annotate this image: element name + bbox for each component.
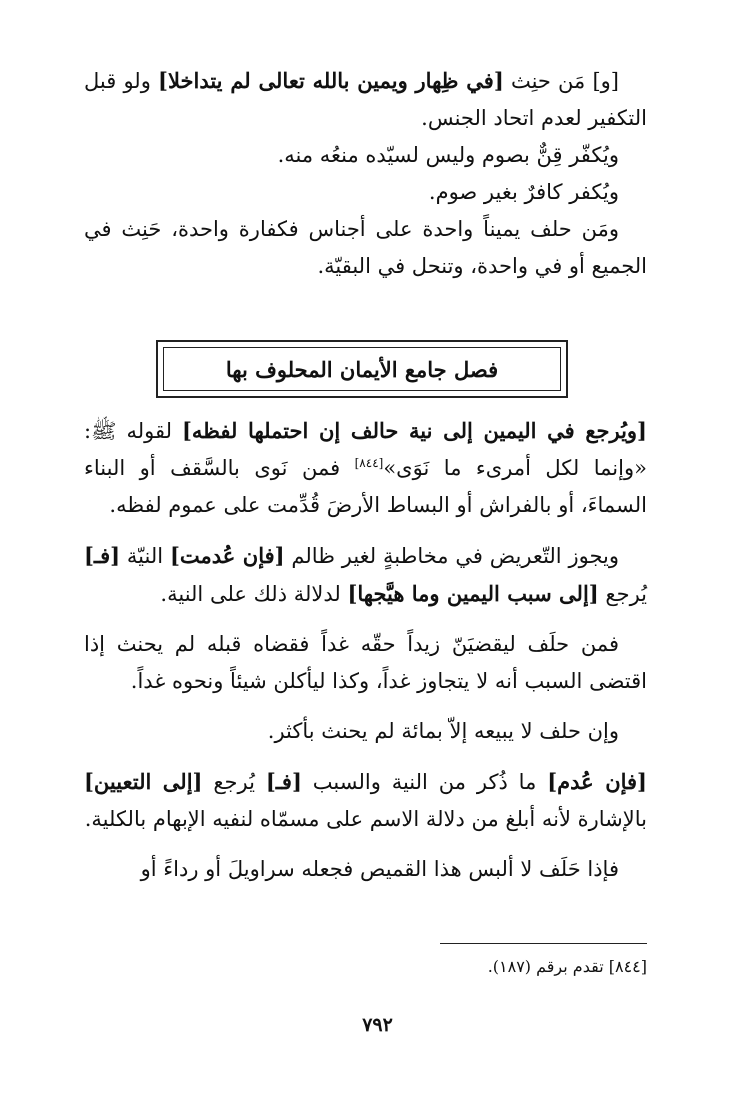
- bold-text: [فإن عُدمت]: [169, 543, 285, 568]
- footnote-ref: [٨٤٤]: [354, 456, 384, 470]
- paragraph: [84, 211, 647, 285]
- text-run: فإذا حَلَف لا ألبس هذا القميص فجعله سراويلَ أو رداءً أو: [140, 857, 619, 881]
- section-title-frame: [156, 340, 568, 398]
- paragraph: [84, 626, 647, 700]
- bold-text: [فـ]: [84, 543, 121, 568]
- text-run: ويُكفّر قِنٌّ بصوم وليس لسيّده منعُه منه.: [277, 143, 619, 167]
- text-run: [و] مَن حنِث: [503, 69, 619, 93]
- text-run: ويُكفر كافرٌ بغير صوم.: [428, 180, 619, 204]
- text-run: وإن حلف لا يبيعه إلاّ بمائة لم يحنث بأكثر.: [267, 719, 619, 743]
- text-run: ما ذُكر من النية والسبب: [301, 770, 548, 794]
- text-bottom: [84, 412, 647, 888]
- bold-text: [إلى التعيين]: [84, 769, 203, 794]
- paragraph: [84, 763, 647, 838]
- text-run: ولو قبل التكفير لعدم اتحاد الجنس.: [84, 69, 647, 130]
- text-top: [84, 62, 647, 285]
- paragraph: [84, 851, 647, 888]
- paragraph: [84, 137, 647, 174]
- text-run: ومَن حلف يميناً واحدة على أجناس فكفارة واحدة، حَنِث في الجميع أو في واحدة، وتنحل في البقيّة.: [84, 217, 647, 278]
- paragraph: [84, 174, 647, 211]
- text-run: فمن حلَف ليقضيَنّ زيداً حقّه غداً فقضاه قبله لم يحنث إذا اقتضى السبب أنه لا يتجاوز غداً، وكذا ليأكلن شيئاً ونحوه غداً.: [84, 632, 647, 693]
- bold-text: [إلى سبب اليمين وما هيَّجها]: [347, 581, 599, 606]
- bold-text: [في ظِهار ويمين بالله تعالى لم يتداخلا]: [158, 68, 504, 93]
- footnote: [٨٤٤] تقدم برقم (١٨٧).: [487, 957, 647, 976]
- section-title: فصل جامع الأيمان المحلوف بها: [163, 347, 561, 391]
- text-run: بالإشارة لأنه أبلغ من دلالة الاسم على مسمّاه لنفيه الإبهام بالكلية.: [84, 807, 647, 831]
- bold-text: [ويُرجع في اليمين إلى نية حالف إن احتملها لفظه]: [181, 418, 647, 443]
- text-run: يُرجع: [202, 770, 266, 794]
- text-run: ويجوز التّعريض في مخاطبةٍ لغير ظالم: [284, 544, 620, 568]
- paragraph: [84, 713, 647, 750]
- bold-text: [فـ]: [265, 769, 302, 794]
- paragraph: [84, 537, 647, 613]
- text-run: يُرجع: [598, 582, 647, 606]
- paragraph: [84, 62, 647, 137]
- text-run: فمن نَوى بالسَّقف أو البناء السماءَ، أو بالفراش أو البساط الأرضَ قُدِّمت على عموم لفظه.: [84, 456, 647, 517]
- bold-text: [فإن عُدم]: [547, 769, 647, 794]
- text-run: لدلالة ذلك على النية.: [160, 582, 348, 606]
- paragraph: [84, 412, 647, 524]
- footnote-rule: [440, 943, 647, 944]
- text-run: لقوله ﷺ: «وإنما لكل أمرىء ما نَوَى»: [84, 419, 647, 480]
- page-number: ٧٩٢: [362, 1014, 393, 1036]
- text-run: النيّة: [120, 544, 170, 568]
